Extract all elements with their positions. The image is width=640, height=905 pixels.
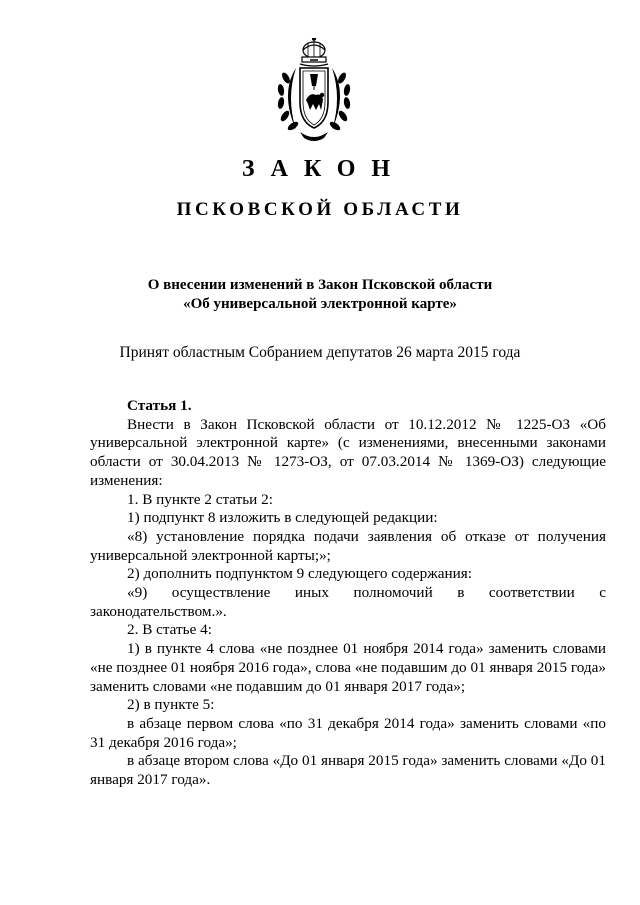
paragraph: Внести в Закон Псковской области от 10.12.2012 № 1225-ОЗ «Об универсальной электронной карте» (с изменениями, внесенными законами области от 30.04.2013 № 1273-ОЗ, от 07.03.2014 № 1369-ОЗ) следующие изменения: — [90, 415, 606, 489]
paragraph: 1) подпункт 8 изложить в следующей редакции: — [127, 509, 438, 527]
law-subject-line: О внесении изменений в Закон Псковской области — [147, 277, 493, 293]
adoption-note: Принят областным Собранием депутатов 26 марта 2015 года — [119, 344, 521, 361]
paragraph: 1) в пункте 4 слова «не позднее 01 ноября 2014 года» заменить словами «не позднее 01 ноября 2016 года», слова «не подавшим до 01 января 2015 года» заменить словами «не подавшим до 01 января 2017 года»; — [90, 640, 606, 695]
paragraph: «9) осуществление иных полномочий в соответствии с законодательством.». — [90, 584, 606, 620]
paragraph: 2. В статье 4: — [127, 621, 212, 639]
law-subject-line: «Об универсальной электронной карте» — [183, 296, 457, 312]
paragraph: в абзаце первом слова «по 31 декабря 2014 года» заменить словами «по 31 декабря 2016 года»; — [90, 714, 606, 751]
region-title: ПСКОВСКОЙ ОБЛАСТИ — [176, 199, 464, 220]
paragraph: 1. В пункте 2 статьи 2: — [127, 490, 273, 508]
paragraph: «8) установление порядка подачи заявления об отказе от получения универсальной электронной карты;»; — [90, 527, 606, 564]
article-heading: Статья 1. — [127, 397, 192, 414]
law-subject — [0, 276, 640, 314]
paragraph: 2) дополнить подпунктом 9 следующего содержания: — [127, 565, 472, 583]
document-title: ЗАКОН — [241, 156, 407, 182]
paragraph: в абзаце втором слова «До 01 января 2015 года» заменить словами «До 01 января 2017 года». — [90, 752, 606, 789]
paragraph: 2) в пункте 5: — [127, 696, 215, 714]
pskov-region-coat-of-arms-icon — [266, 38, 362, 142]
article-body — [90, 397, 606, 790]
